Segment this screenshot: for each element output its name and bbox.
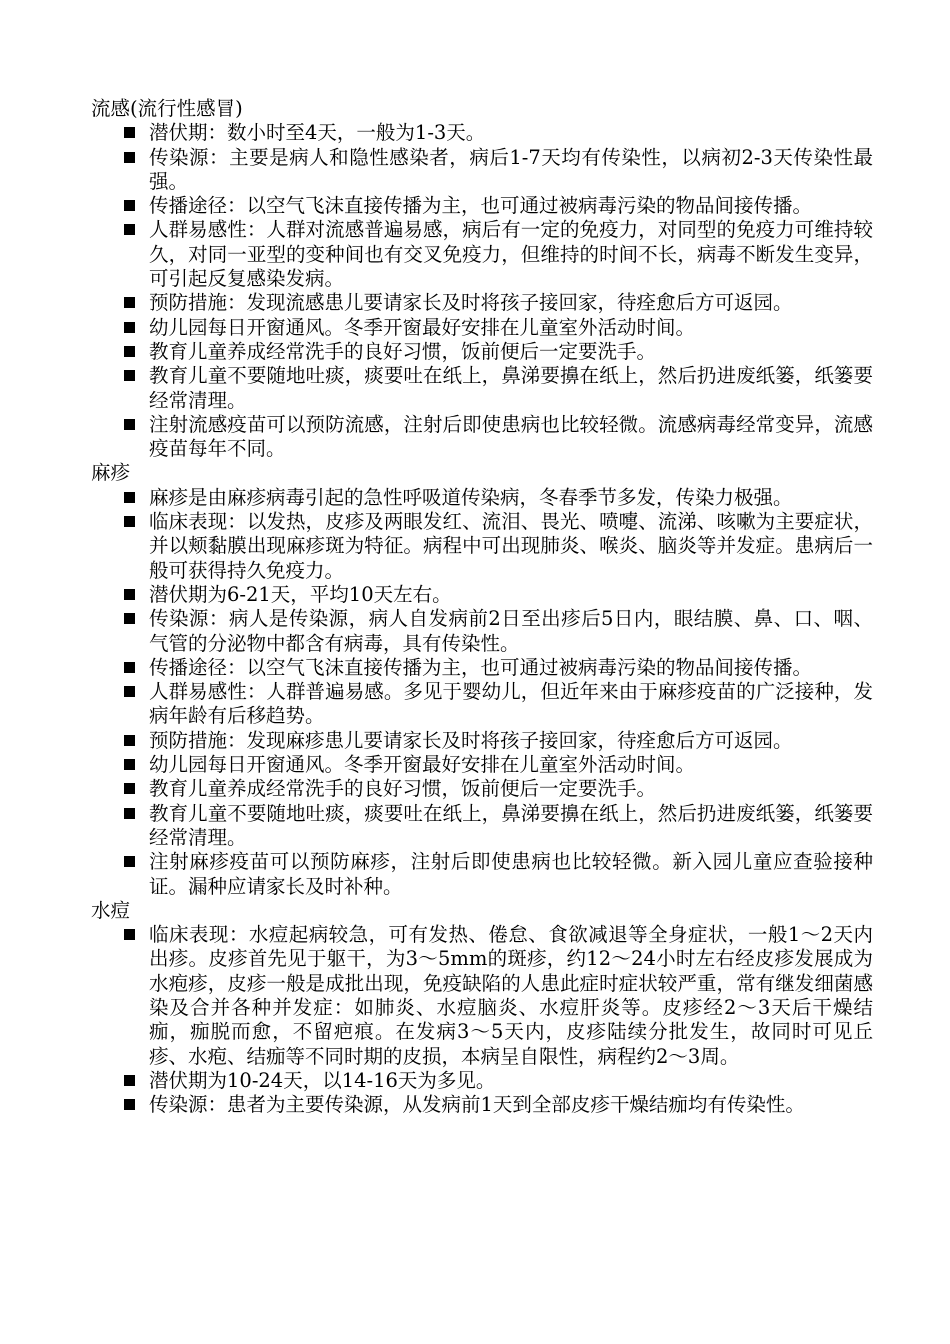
square-bullet-icon bbox=[124, 224, 135, 235]
list-item-text: 注射麻疹疫苗可以预防麻疹，注射后即使患病也比较轻微。新入园儿童应查验接种证。漏种应请家长及时补种。 bbox=[149, 850, 873, 898]
square-bullet-icon bbox=[124, 662, 135, 673]
list-item-text: 预防措施：发现麻疹患儿要请家长及时将孩子接回家，待痊愈后方可返园。 bbox=[149, 728, 793, 752]
list-item-text: 传染源：主要是病人和隐性感染者，病后1-7天均有传染性，以病初2-3天传染性最强。 bbox=[149, 145, 873, 193]
list-item bbox=[91, 1069, 873, 1093]
list-item bbox=[91, 753, 873, 777]
square-bullet-icon bbox=[124, 152, 135, 163]
list-item bbox=[91, 680, 873, 729]
square-bullet-icon bbox=[124, 783, 135, 794]
square-bullet-icon bbox=[124, 1099, 135, 1110]
list-item bbox=[91, 121, 873, 145]
list-item-text: 教育儿童养成经常洗手的良好习惯，饭前便后一定要洗手。 bbox=[149, 339, 657, 363]
list-item-text: 传播途径：以空气飞沫直接传播为主，也可通过被病毒污染的物品间接传播。 bbox=[149, 655, 813, 679]
list-item bbox=[91, 583, 873, 607]
list-item-text: 教育儿童不要随地吐痰，痰要吐在纸上，鼻涕要擤在纸上，然后扔进废纸篓，纸篓要经常清理。 bbox=[149, 801, 873, 849]
square-bullet-icon bbox=[124, 686, 135, 697]
list-item-text: 注射流感疫苗可以预防流感，注射后即使患病也比较轻微。流感病毒经常变异，流感疫苗每年不同。 bbox=[149, 412, 873, 461]
square-bullet-icon bbox=[124, 200, 135, 211]
square-bullet-icon bbox=[124, 613, 135, 624]
list-item-text: 临床表现：以发热，皮疹及两眼发红、流泪、畏光、喷嚏、流涕、咳嗽为主要症状，并以颊黏膜出现麻疹斑为特征。病程中可出现肺炎、喉炎、脑炎等并发症。患病后一般可获得持久免疫力。 bbox=[149, 510, 873, 582]
list-item-text: 预防措施：发现流感患儿要请家长及时将孩子接回家，待痊愈后方可返园。 bbox=[149, 291, 793, 315]
square-bullet-icon bbox=[124, 808, 135, 819]
section-title: 流感(流行性感冒) bbox=[91, 97, 243, 120]
list-item bbox=[91, 923, 873, 1069]
list-item bbox=[91, 340, 873, 364]
list-item bbox=[91, 729, 873, 753]
list-item bbox=[91, 510, 873, 583]
list-item-text: 幼儿园每日开窗通风。冬季开窗最好安排在儿童室外活动时间。 bbox=[149, 315, 696, 339]
square-bullet-icon bbox=[124, 127, 135, 138]
bullet-list bbox=[91, 121, 873, 461]
list-item-text: 教育儿童养成经常洗手的良好习惯，饭前便后一定要洗手。 bbox=[149, 777, 657, 801]
bullet-list bbox=[91, 923, 873, 1117]
list-item bbox=[91, 218, 873, 291]
list-item-text: 临床表现：水痘起病较急，可有发热、倦怠、食欲减退等全身症状，一般1～2天内出疹。皮疹首先见于躯干，为3～5mm的斑疹，约12～24小时左右经皮疹发展成为水疱疹，皮疹一般是成批出现，免疫缺陷的人患此症时症状较严重，常有继发细菌感染及合并各种并发症：如肺炎、水痘脑炎、水痘肝炎等。皮疹经2～3天后干燥结痂，痂脱而愈，不留疤痕。在发病3～5天内，皮疹陆续分批发生，故同时可见丘疹、水疱、结痂等不同时期的皮损，本病呈自限性，病程约2～3周。 bbox=[149, 923, 873, 1068]
square-bullet-icon bbox=[124, 492, 135, 503]
list-item bbox=[91, 850, 873, 899]
list-item-text: 教育儿童不要随地吐痰，痰要吐在纸上，鼻涕要擤在纸上，然后扔进废纸篓，纸篓要经常清理。 bbox=[149, 364, 873, 412]
list-item-text: 潜伏期为10-24天，以14-16天为多见。 bbox=[149, 1068, 496, 1092]
list-item-text: 麻疹是由麻疹病毒引起的急性呼吸道传染病，冬春季节多发，传染力极强。 bbox=[149, 485, 793, 509]
list-item bbox=[91, 1093, 873, 1117]
document-page bbox=[91, 97, 873, 1117]
square-bullet-icon bbox=[124, 419, 135, 430]
square-bullet-icon bbox=[124, 322, 135, 333]
section-title: 麻疹 bbox=[91, 461, 131, 485]
list-item-text: 人群易感性：人群对流感普遍易感，病后有一定的免疫力，对同型的免疫力可维持较久，对同一亚型的变种间也有交叉免疫力，但维持的时间不长，病毒不断发生变异，可引起反复感染发病。 bbox=[149, 218, 873, 291]
square-bullet-icon bbox=[124, 346, 135, 357]
square-bullet-icon bbox=[124, 589, 135, 600]
list-item bbox=[91, 413, 873, 462]
list-item bbox=[91, 777, 873, 801]
list-item-text: 传播途径：以空气飞沫直接传播为主，也可通过被病毒污染的物品间接传播。 bbox=[149, 194, 813, 218]
square-bullet-icon bbox=[124, 1075, 135, 1086]
list-item bbox=[91, 146, 873, 195]
list-item-text: 潜伏期为6-21天，平均10天左右。 bbox=[149, 582, 452, 606]
list-item bbox=[91, 291, 873, 315]
square-bullet-icon bbox=[124, 759, 135, 770]
list-item-text: 传染源：病人是传染源，病人自发病前2日至出疹后5日内，眼结膜、鼻、口、咽、气管的分泌物中都含有病毒，具有传染性。 bbox=[149, 607, 873, 655]
list-item-text: 幼儿园每日开窗通风。冬季开窗最好安排在儿童室外活动时间。 bbox=[149, 753, 696, 777]
list-item-text: 人群易感性：人群普遍易感。多见于婴幼儿，但近年来由于麻疹疫苗的广泛接种，发病年龄有后移趋势。 bbox=[149, 680, 873, 728]
list-item bbox=[91, 656, 873, 680]
list-item-text: 潜伏期：数小时至4天，一般为1-3天。 bbox=[149, 121, 486, 145]
list-item bbox=[91, 607, 873, 656]
list-item bbox=[91, 316, 873, 340]
square-bullet-icon bbox=[124, 516, 135, 527]
list-item bbox=[91, 486, 873, 510]
list-item bbox=[91, 802, 873, 851]
section-title: 水痘 bbox=[91, 898, 131, 922]
list-item bbox=[91, 364, 873, 413]
list-item-text: 传染源：患者为主要传染源，从发病前1天到全部皮疹干燥结痂均有传染性。 bbox=[149, 1093, 805, 1117]
square-bullet-icon bbox=[124, 297, 135, 308]
list-item bbox=[91, 194, 873, 218]
square-bullet-icon bbox=[124, 735, 135, 746]
square-bullet-icon bbox=[124, 929, 135, 940]
square-bullet-icon bbox=[124, 856, 135, 867]
bullet-list bbox=[91, 486, 873, 899]
square-bullet-icon bbox=[124, 370, 135, 381]
